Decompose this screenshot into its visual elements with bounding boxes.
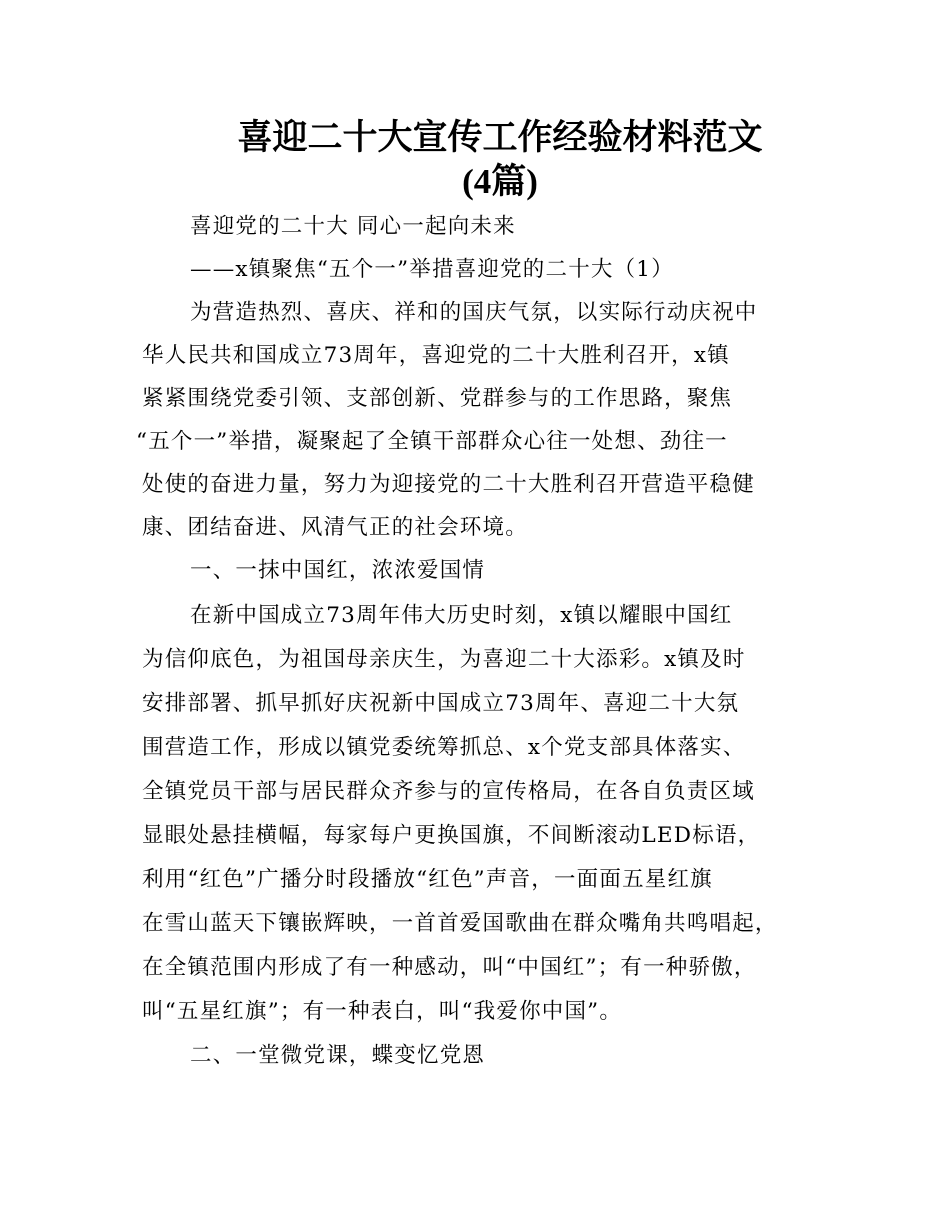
section-heading: 一、一抹中国红，浓浓爱国情	[190, 558, 486, 583]
paragraph-line: 为信仰底色，为祖国母亲庆生，为喜迎二十大添彩。x镇及时	[142, 647, 746, 672]
paragraph-line: 利用“红色”广播分时段播放“红色”声音，一面面五星红旗	[142, 867, 713, 892]
paragraph-line: 在新中国成立73周年伟大历史时刻，x镇以耀眼中国红	[190, 603, 733, 628]
paragraph-line: 安排部署、抓早抓好庆祝新中国成立73周年、喜迎二十大氛	[142, 691, 740, 716]
document-title-count: (4篇)	[462, 162, 538, 201]
paragraph-line: 紧紧围绕党委引领、支部创新、党群参与的工作思路，聚焦	[142, 386, 733, 411]
subtitle-source-line: ——x镇聚焦“五个一”举措喜迎党的二十大（1）	[190, 257, 674, 282]
paragraph-line: 围营造工作，形成以镇党委统筹抓总、x个党支部具体落实、	[142, 735, 746, 760]
paragraph-line: “五个一”举措，凝聚起了全镇干部群众心往一处想、劲往一	[136, 429, 728, 454]
paragraph-line: 在雪山蓝天下镶嵌辉映，一首首爱国歌曲在群众嘴角共鸣唱起，	[142, 911, 778, 936]
document-title: 喜迎二十大宣传工作经验材料范文	[237, 118, 763, 157]
paragraph-line: 在全镇范围内形成了有一种感动，叫“中国红”；有一种骄傲，	[142, 955, 757, 980]
paragraph-line: 叫“五星红旗”；有一种表白，叫“我爱你中国”。	[142, 999, 623, 1024]
section-heading: 二、一堂微党课，蝶变忆党恩	[190, 1043, 486, 1068]
paragraph-line: 全镇党员干部与居民群众齐参与的宣传格局，在各自负责区域	[142, 779, 755, 804]
paragraph-line: 为营造热烈、喜庆、祥和的国庆气氛，以实际行动庆祝中	[190, 300, 758, 325]
subtitle-line: 喜迎党的二十大 同心一起向未来	[190, 214, 516, 239]
paragraph-line: 华人民共和国成立73周年，喜迎党的二十大胜利召开，x镇	[142, 343, 730, 368]
paragraph-line: 处使的奋进力量，努力为迎接党的二十大胜利召开营造平稳健	[142, 472, 755, 497]
paragraph-line: 显眼处悬挂横幅，每家每户更换国旗，不间断滚动LED标语，	[142, 823, 761, 848]
paragraph-line: 康、团结奋进、风清气正的社会环境。	[142, 515, 528, 540]
